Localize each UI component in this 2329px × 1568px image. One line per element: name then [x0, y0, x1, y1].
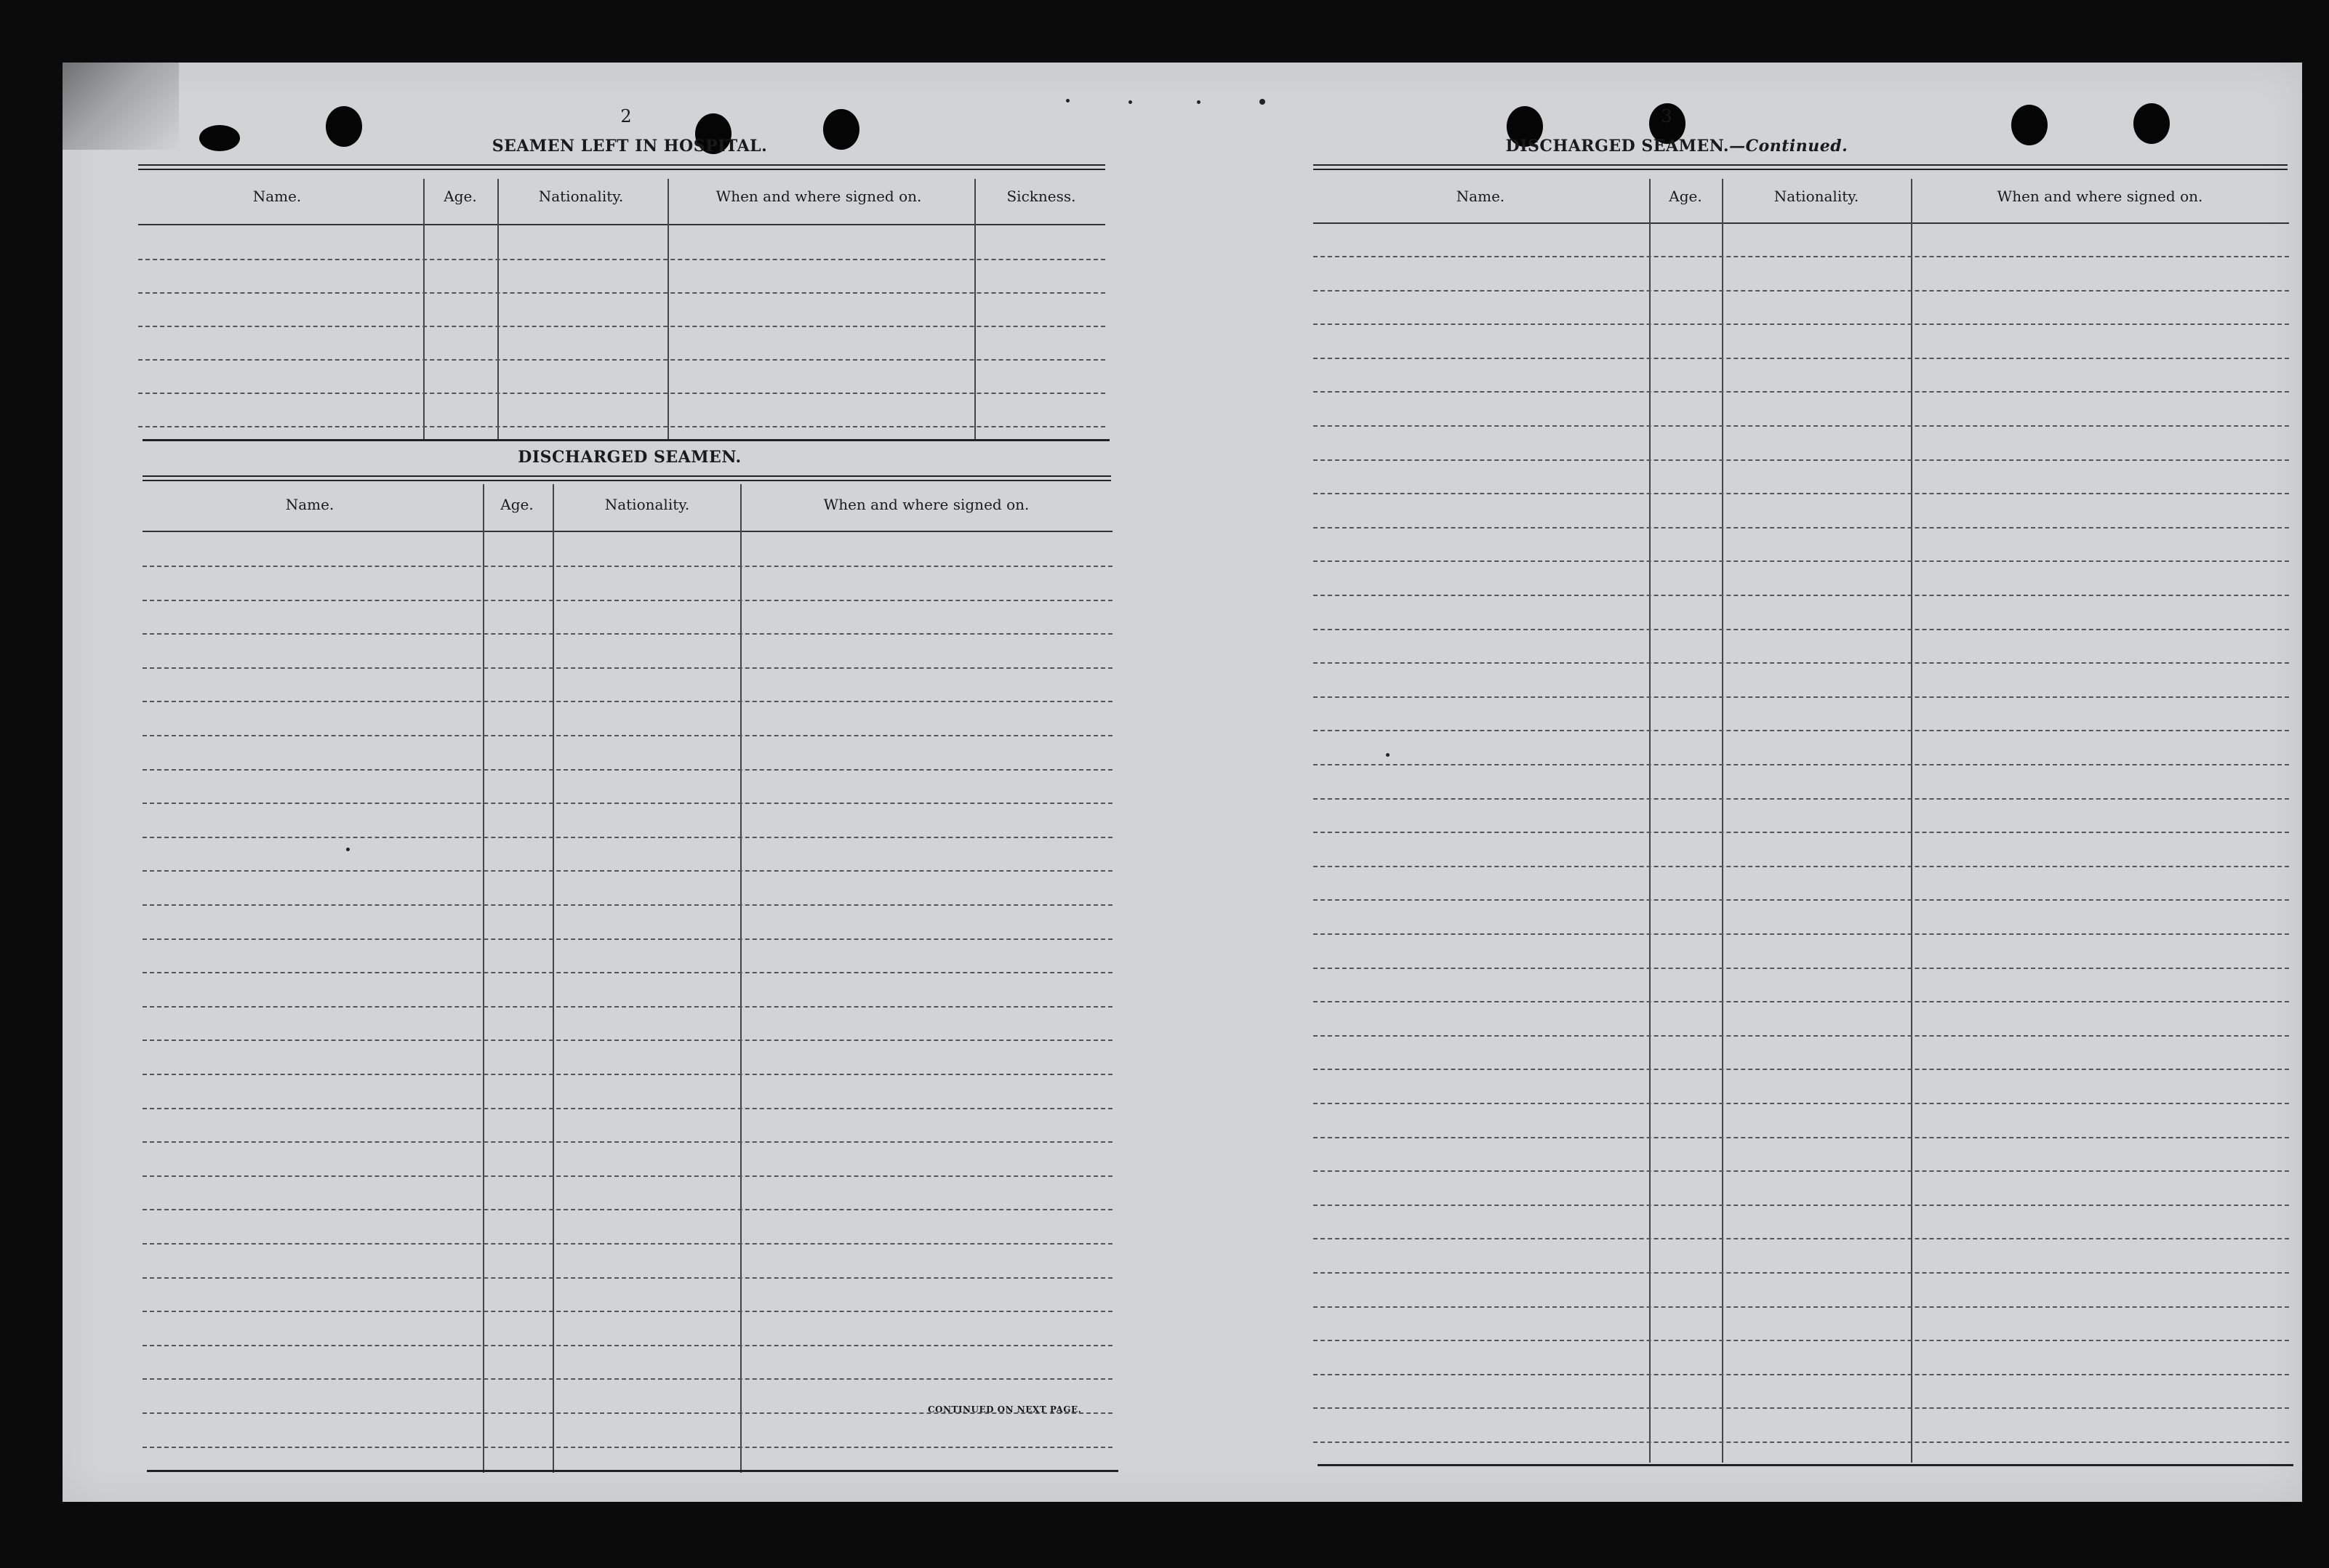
entry-line — [143, 904, 1113, 906]
column-divider — [423, 179, 425, 441]
column-header-nationality: Nationality. — [604, 496, 690, 513]
entry-line — [143, 1209, 1113, 1210]
entry-line — [143, 701, 1113, 702]
entry-line — [1313, 358, 2289, 359]
column-divider — [1722, 179, 1723, 1463]
discharged-top-rule — [143, 475, 1111, 481]
column-header-age: Age. — [500, 496, 534, 513]
entry-line — [1313, 459, 2289, 461]
entry-line — [1313, 290, 2289, 292]
continued-top-rule — [1313, 164, 2288, 170]
discharged-bottom-rule — [147, 1470, 1118, 1472]
column-divider — [1911, 179, 1912, 1463]
entry-line — [143, 1243, 1113, 1245]
entry-line — [1313, 323, 2289, 325]
entry-line — [1313, 1442, 2289, 1443]
entry-line — [138, 326, 1105, 327]
hospital-header-rule — [138, 224, 1105, 225]
entry-line — [143, 769, 1113, 771]
hospital-top-rule — [138, 164, 1105, 170]
entry-line — [1313, 730, 2289, 731]
entry-line — [1313, 391, 2289, 393]
entry-line — [143, 1141, 1113, 1143]
entry-line — [143, 1378, 1113, 1380]
entry-line — [143, 1074, 1113, 1075]
column-header-nationality: Nationality. — [538, 188, 624, 205]
entry-line — [1313, 1069, 2289, 1070]
entry-line — [1313, 256, 2289, 257]
entry-line — [1313, 1170, 2289, 1172]
entry-line — [143, 735, 1113, 736]
entry-line — [1313, 1340, 2289, 1341]
entry-line — [1313, 425, 2289, 427]
entry-line — [143, 1175, 1113, 1177]
entry-line — [143, 600, 1113, 601]
left-page — [63, 63, 1182, 1502]
column-header-name: Name. — [285, 496, 334, 513]
entry-line — [138, 292, 1105, 294]
entry-line — [1313, 560, 2289, 562]
entry-line — [1313, 1103, 2289, 1104]
continued-header-rule — [1313, 222, 2289, 224]
manifest-sheet — [63, 63, 2302, 1502]
entry-line — [1313, 493, 2289, 494]
entry-line — [143, 837, 1113, 838]
entry-line — [1313, 866, 2289, 867]
entry-line — [143, 870, 1113, 872]
entry-line — [1313, 1205, 2289, 1206]
entry-line — [143, 1311, 1113, 1312]
entry-line — [143, 938, 1113, 940]
discharged-header-rule — [143, 531, 1113, 532]
entry-line — [1313, 1238, 2289, 1239]
entry-line — [143, 1040, 1113, 1041]
column-divider — [483, 484, 484, 1473]
title-main: DISCHARGED SEAMEN. — [1505, 137, 1730, 156]
entry-line — [138, 393, 1105, 394]
entry-line — [143, 1447, 1113, 1448]
entry-line — [138, 426, 1105, 427]
entry-line — [143, 667, 1113, 669]
entry-line — [1313, 629, 2289, 630]
column-divider — [497, 179, 499, 441]
entry-line — [1313, 968, 2289, 969]
column-header-nationality: Nationality. — [1773, 188, 1859, 205]
title-suffix: —Continued. — [1729, 137, 1848, 156]
column-divider — [740, 484, 742, 1473]
entry-line — [143, 1108, 1113, 1109]
entry-line — [143, 1006, 1113, 1008]
column-header-signed-on: When and where signed on. — [1997, 188, 2203, 205]
column-header-sickness: Sickness. — [1006, 188, 1076, 205]
entry-line — [1313, 1035, 2289, 1037]
entry-line — [143, 566, 1113, 567]
entry-line — [143, 1345, 1113, 1346]
page-number: 2 — [620, 106, 632, 126]
column-header-age: Age. — [444, 188, 477, 205]
entry-line — [1313, 899, 2289, 901]
entry-line — [1313, 595, 2289, 596]
column-divider — [668, 179, 669, 441]
entry-line — [143, 803, 1113, 804]
entry-line — [1313, 832, 2289, 833]
column-header-signed-on: When and where signed on. — [823, 496, 1030, 513]
discharged-section-title: DISCHARGED SEAMEN. — [518, 448, 742, 467]
continued-bottom-rule — [1318, 1464, 2293, 1466]
column-header-signed-on: When and where signed on. — [715, 188, 922, 205]
entry-line — [138, 259, 1105, 260]
entry-line — [138, 359, 1105, 361]
discharged-continued-title — [1473, 137, 1880, 156]
entry-line — [1313, 1272, 2289, 1274]
entry-line — [1313, 933, 2289, 935]
entry-line — [1313, 1374, 2289, 1375]
continued-note: CONTINUED ON NEXT PAGE. — [928, 1404, 1082, 1415]
entry-line — [1313, 798, 2289, 800]
right-page — [1182, 63, 2302, 1502]
entry-line — [1313, 527, 2289, 528]
column-divider — [974, 179, 976, 441]
hospital-section-title: SEAMEN LEFT IN HOSPITAL. — [492, 137, 768, 156]
column-header-name: Name. — [1456, 188, 1505, 205]
entry-line — [1313, 696, 2289, 698]
entry-line — [143, 1277, 1113, 1279]
hospital-bottom-rule — [143, 439, 1110, 441]
column-divider — [1649, 179, 1651, 1463]
entry-line — [1313, 1306, 2289, 1308]
entry-line — [1313, 662, 2289, 664]
column-divider — [553, 484, 554, 1473]
entry-line — [1313, 764, 2289, 765]
entry-line — [1313, 1137, 2289, 1138]
entry-line — [143, 633, 1113, 635]
column-header-name: Name. — [252, 188, 302, 205]
entry-line — [1313, 1001, 2289, 1002]
entry-line — [1313, 1407, 2289, 1409]
column-header-age: Age. — [1669, 188, 1702, 205]
page-number: 3 — [1661, 106, 1672, 126]
entry-line — [143, 972, 1113, 973]
